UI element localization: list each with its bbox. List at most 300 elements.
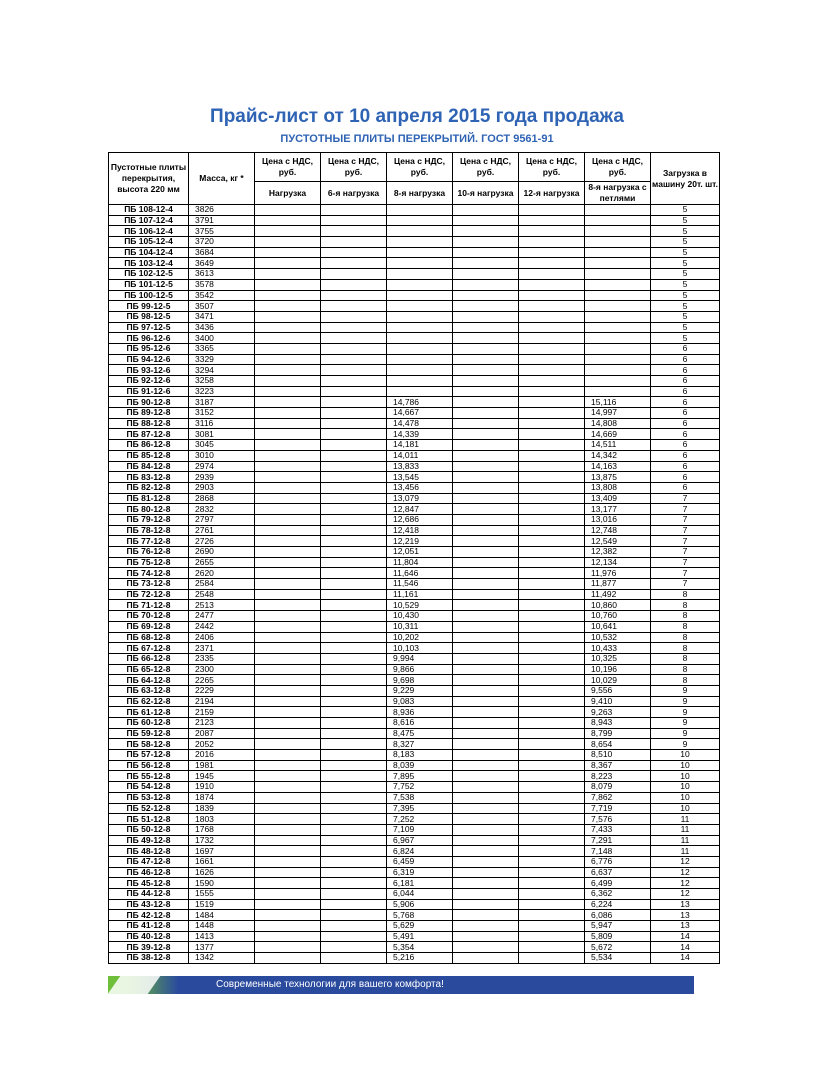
table-row: [109, 600, 720, 611]
mass-cell: 2016: [189, 750, 255, 761]
product-name-cell: ПБ 69-12-8: [109, 621, 189, 632]
price-load-6-cell: [321, 771, 387, 782]
mass-cell: 2939: [189, 472, 255, 483]
price-load-8-cell: 9,229: [387, 685, 453, 696]
truck-load-cell: 9: [651, 696, 720, 707]
price-load-cell: [255, 856, 321, 867]
price-load-12-cell: [519, 514, 585, 525]
product-name-cell: ПБ 54-12-8: [109, 782, 189, 793]
mass-cell: 3720: [189, 237, 255, 248]
price-load-12-cell: [519, 472, 585, 483]
price-load-12-cell: [519, 814, 585, 825]
price-load-6-cell: [321, 376, 387, 387]
header-truck: Загрузка в машину 20т. шт.: [651, 153, 720, 205]
product-name-cell: ПБ 57-12-8: [109, 750, 189, 761]
price-load-10-cell: [453, 664, 519, 675]
price-load-6-cell: [321, 418, 387, 429]
price-load-10-cell: [453, 365, 519, 376]
price-load-12-cell: [519, 205, 585, 216]
price-load-6-cell: [321, 653, 387, 664]
truck-load-cell: 11: [651, 835, 720, 846]
price-load-8-loops-cell: 13,875: [585, 472, 651, 483]
price-load-12-cell: [519, 760, 585, 771]
price-load-8-loops-cell: 6,776: [585, 856, 651, 867]
price-load-8-cell: 5,354: [387, 942, 453, 953]
price-load-8-loops-cell: [585, 376, 651, 387]
truck-load-cell: 10: [651, 803, 720, 814]
product-name-cell: ПБ 51-12-8: [109, 814, 189, 825]
price-load-10-cell: [453, 707, 519, 718]
price-load-6-cell: [321, 547, 387, 558]
price-load-12-cell: [519, 653, 585, 664]
price-load-6-cell: [321, 397, 387, 408]
product-name-cell: ПБ 68-12-8: [109, 632, 189, 643]
price-load-8-loops-cell: 12,134: [585, 557, 651, 568]
price-load-8-loops-cell: 12,549: [585, 536, 651, 547]
price-load-cell: [255, 279, 321, 290]
mass-cell: 2974: [189, 461, 255, 472]
price-load-8-cell: 12,418: [387, 525, 453, 536]
price-load-6-cell: [321, 269, 387, 280]
price-load-8-loops-cell: 11,877: [585, 579, 651, 590]
header-price-5: Цена с НДС, руб.: [519, 153, 585, 182]
table-row: [109, 440, 720, 451]
price-load-6-cell: [321, 237, 387, 248]
table-row: [109, 279, 720, 290]
mass-cell: 3542: [189, 290, 255, 301]
price-load-6-cell: [321, 429, 387, 440]
price-load-cell: [255, 269, 321, 280]
price-load-8-cell: 9,994: [387, 653, 453, 664]
price-load-12-cell: [519, 867, 585, 878]
price-load-cell: [255, 557, 321, 568]
product-name-cell: ПБ 102-12-5: [109, 269, 189, 280]
price-load-6-cell: [321, 493, 387, 504]
price-load-cell: [255, 322, 321, 333]
price-load-8-loops-cell: 7,719: [585, 803, 651, 814]
price-load-12-cell: [519, 461, 585, 472]
price-load-8-loops-cell: 13,177: [585, 504, 651, 515]
price-load-12-cell: [519, 418, 585, 429]
product-name-cell: ПБ 75-12-8: [109, 557, 189, 568]
price-load-cell: [255, 589, 321, 600]
price-load-8-cell: 11,546: [387, 579, 453, 590]
price-load-cell: [255, 258, 321, 269]
product-name-cell: ПБ 41-12-8: [109, 921, 189, 932]
mass-cell: 3010: [189, 450, 255, 461]
mass-cell: 3187: [189, 397, 255, 408]
price-load-8-loops-cell: 10,196: [585, 664, 651, 675]
price-load-6-cell: [321, 354, 387, 365]
table-row: [109, 290, 720, 301]
price-load-6-cell: [321, 846, 387, 857]
product-name-cell: ПБ 104-12-4: [109, 247, 189, 258]
truck-load-cell: 10: [651, 760, 720, 771]
mass-cell: 3755: [189, 226, 255, 237]
price-load-cell: [255, 782, 321, 793]
mass-cell: 3578: [189, 279, 255, 290]
price-load-cell: [255, 365, 321, 376]
price-load-10-cell: [453, 205, 519, 216]
truck-load-cell: 6: [651, 376, 720, 387]
price-load-8-cell: 7,895: [387, 771, 453, 782]
product-name-cell: ПБ 72-12-8: [109, 589, 189, 600]
table-row: [109, 792, 720, 803]
price-load-8-cell: 13,833: [387, 461, 453, 472]
price-load-8-cell: [387, 386, 453, 397]
price-load-8-cell: [387, 322, 453, 333]
price-load-10-cell: [453, 525, 519, 536]
price-load-8-loops-cell: [585, 322, 651, 333]
price-load-6-cell: [321, 611, 387, 622]
price-load-8-loops-cell: 10,532: [585, 632, 651, 643]
price-load-10-cell: [453, 675, 519, 686]
table-row: [109, 333, 720, 344]
product-name-cell: ПБ 73-12-8: [109, 579, 189, 590]
mass-cell: 2159: [189, 707, 255, 718]
price-load-8-loops-cell: [585, 354, 651, 365]
price-load-8-cell: 14,786: [387, 397, 453, 408]
price-load-cell: [255, 579, 321, 590]
price-load-10-cell: [453, 311, 519, 322]
price-load-8-cell: [387, 311, 453, 322]
header-price-2: Цена с НДС, руб.: [321, 153, 387, 182]
truck-load-cell: 6: [651, 418, 720, 429]
price-load-cell: [255, 493, 321, 504]
price-load-8-loops-cell: 6,362: [585, 889, 651, 900]
price-load-cell: [255, 728, 321, 739]
price-load-cell: [255, 611, 321, 622]
price-load-8-cell: 11,646: [387, 568, 453, 579]
truck-load-cell: 7: [651, 547, 720, 558]
table-row: [109, 942, 720, 953]
price-load-8-loops-cell: 8,223: [585, 771, 651, 782]
header-load-12: 12-я нагрузка: [519, 182, 585, 205]
price-load-10-cell: [453, 739, 519, 750]
price-load-8-loops-cell: [585, 226, 651, 237]
price-load-cell: [255, 429, 321, 440]
table-row: [109, 504, 720, 515]
price-load-10-cell: [453, 258, 519, 269]
mass-cell: 3294: [189, 365, 255, 376]
mass-cell: 2300: [189, 664, 255, 675]
table-row: [109, 643, 720, 654]
truck-load-cell: 12: [651, 867, 720, 878]
price-load-10-cell: [453, 493, 519, 504]
price-load-8-loops-cell: 8,654: [585, 739, 651, 750]
table-row: [109, 215, 720, 226]
price-load-10-cell: [453, 290, 519, 301]
truck-load-cell: 13: [651, 921, 720, 932]
table-row: [109, 921, 720, 932]
price-load-8-loops-cell: 7,862: [585, 792, 651, 803]
mass-cell: 3045: [189, 440, 255, 451]
price-load-cell: [255, 953, 321, 964]
product-name-cell: ПБ 62-12-8: [109, 696, 189, 707]
price-load-8-loops-cell: [585, 301, 651, 312]
price-load-6-cell: [321, 760, 387, 771]
table-row: [109, 258, 720, 269]
price-load-10-cell: [453, 782, 519, 793]
price-load-12-cell: [519, 707, 585, 718]
product-name-cell: ПБ 83-12-8: [109, 472, 189, 483]
price-load-8-cell: 14,478: [387, 418, 453, 429]
price-load-cell: [255, 910, 321, 921]
price-load-8-cell: 10,103: [387, 643, 453, 654]
price-load-8-cell: 6,181: [387, 878, 453, 889]
price-load-6-cell: [321, 685, 387, 696]
mass-cell: 3081: [189, 429, 255, 440]
price-load-12-cell: [519, 493, 585, 504]
table-row: [109, 536, 720, 547]
mass-cell: 2477: [189, 611, 255, 622]
price-load-cell: [255, 568, 321, 579]
product-name-cell: ПБ 64-12-8: [109, 675, 189, 686]
table-row: [109, 472, 720, 483]
price-load-8-loops-cell: 10,029: [585, 675, 651, 686]
price-load-8-loops-cell: 14,997: [585, 408, 651, 419]
table-row: [109, 354, 720, 365]
price-load-cell: [255, 675, 321, 686]
price-load-12-cell: [519, 621, 585, 632]
price-load-12-cell: [519, 899, 585, 910]
price-load-cell: [255, 301, 321, 312]
header-price-3: Цена с НДС, руб.: [387, 153, 453, 182]
price-load-12-cell: [519, 921, 585, 932]
product-name-cell: ПБ 87-12-8: [109, 429, 189, 440]
mass-cell: 3400: [189, 333, 255, 344]
mass-cell: 1342: [189, 953, 255, 964]
mass-cell: 2726: [189, 536, 255, 547]
price-load-6-cell: [321, 814, 387, 825]
table-row: [109, 953, 720, 964]
truck-load-cell: 8: [651, 643, 720, 654]
price-load-cell: [255, 504, 321, 515]
price-load-10-cell: [453, 237, 519, 248]
truck-load-cell: 6: [651, 450, 720, 461]
price-load-10-cell: [453, 942, 519, 953]
price-load-6-cell: [321, 664, 387, 675]
price-load-8-loops-cell: 6,499: [585, 878, 651, 889]
table-row: [109, 343, 720, 354]
price-load-6-cell: [321, 226, 387, 237]
truck-load-cell: 8: [651, 600, 720, 611]
price-load-6-cell: [321, 889, 387, 900]
truck-load-cell: 5: [651, 205, 720, 216]
price-load-6-cell: [321, 942, 387, 953]
price-load-12-cell: [519, 386, 585, 397]
price-load-8-loops-cell: 10,433: [585, 643, 651, 654]
table-row: [109, 856, 720, 867]
mass-cell: 3329: [189, 354, 255, 365]
product-name-cell: ПБ 55-12-8: [109, 771, 189, 782]
price-load-6-cell: [321, 739, 387, 750]
truck-load-cell: 8: [651, 664, 720, 675]
truck-load-cell: 14: [651, 942, 720, 953]
truck-load-cell: 10: [651, 771, 720, 782]
price-load-6-cell: [321, 867, 387, 878]
product-name-cell: ПБ 82-12-8: [109, 482, 189, 493]
price-load-8-loops-cell: [585, 311, 651, 322]
price-load-12-cell: [519, 889, 585, 900]
price-load-6-cell: [321, 728, 387, 739]
mass-cell: 1874: [189, 792, 255, 803]
price-load-8-loops-cell: 14,163: [585, 461, 651, 472]
product-name-cell: ПБ 103-12-4: [109, 258, 189, 269]
price-load-8-cell: 14,339: [387, 429, 453, 440]
product-name-cell: ПБ 91-12-6: [109, 386, 189, 397]
price-load-12-cell: [519, 718, 585, 729]
price-load-6-cell: [321, 696, 387, 707]
price-load-6-cell: [321, 504, 387, 515]
price-load-8-cell: 11,804: [387, 557, 453, 568]
price-load-8-cell: 7,538: [387, 792, 453, 803]
price-load-8-cell: 9,698: [387, 675, 453, 686]
price-load-6-cell: [321, 205, 387, 216]
price-load-6-cell: [321, 921, 387, 932]
price-load-8-cell: 5,629: [387, 921, 453, 932]
price-load-10-cell: [453, 632, 519, 643]
price-load-10-cell: [453, 429, 519, 440]
table-row: [109, 814, 720, 825]
truck-load-cell: 8: [651, 589, 720, 600]
price-load-cell: [255, 408, 321, 419]
price-load-8-cell: [387, 376, 453, 387]
price-load-8-loops-cell: 9,263: [585, 707, 651, 718]
truck-load-cell: 5: [651, 322, 720, 333]
price-load-cell: [255, 899, 321, 910]
price-load-8-loops-cell: 5,947: [585, 921, 651, 932]
price-load-10-cell: [453, 376, 519, 387]
table-row: [109, 867, 720, 878]
price-load-6-cell: [321, 482, 387, 493]
price-load-8-cell: 13,545: [387, 472, 453, 483]
mass-cell: 2052: [189, 739, 255, 750]
mass-cell: 1626: [189, 867, 255, 878]
product-name-cell: ПБ 93-12-6: [109, 365, 189, 376]
price-load-10-cell: [453, 835, 519, 846]
price-load-10-cell: [453, 322, 519, 333]
price-load-12-cell: [519, 547, 585, 558]
mass-cell: 2265: [189, 675, 255, 686]
price-load-12-cell: [519, 482, 585, 493]
mass-cell: 3471: [189, 311, 255, 322]
price-load-10-cell: [453, 514, 519, 525]
table-row: [109, 418, 720, 429]
price-load-10-cell: [453, 568, 519, 579]
price-load-10-cell: [453, 397, 519, 408]
price-load-8-cell: 11,161: [387, 589, 453, 600]
truck-load-cell: 7: [651, 525, 720, 536]
product-name-cell: ПБ 88-12-8: [109, 418, 189, 429]
price-load-12-cell: [519, 215, 585, 226]
product-name-cell: ПБ 43-12-8: [109, 899, 189, 910]
price-load-cell: [255, 482, 321, 493]
price-load-10-cell: [453, 910, 519, 921]
mass-cell: 2797: [189, 514, 255, 525]
table-row: [109, 750, 720, 761]
price-load-6-cell: [321, 247, 387, 258]
price-load-6-cell: [321, 461, 387, 472]
truck-load-cell: 8: [651, 611, 720, 622]
price-load-8-loops-cell: 11,492: [585, 589, 651, 600]
product-name-cell: ПБ 86-12-8: [109, 440, 189, 451]
price-load-6-cell: [321, 600, 387, 611]
price-load-12-cell: [519, 429, 585, 440]
price-load-8-cell: 8,475: [387, 728, 453, 739]
price-load-8-loops-cell: 7,576: [585, 814, 651, 825]
price-load-10-cell: [453, 461, 519, 472]
price-load-8-loops-cell: 12,382: [585, 547, 651, 558]
mass-cell: 3826: [189, 205, 255, 216]
price-load-8-loops-cell: 10,325: [585, 653, 651, 664]
price-load-8-cell: 9,083: [387, 696, 453, 707]
truck-load-cell: 6: [651, 354, 720, 365]
price-load-8-loops-cell: [585, 290, 651, 301]
truck-load-cell: 5: [651, 301, 720, 312]
truck-load-cell: 10: [651, 750, 720, 761]
mass-cell: 2868: [189, 493, 255, 504]
price-load-cell: [255, 237, 321, 248]
truck-load-cell: 8: [651, 653, 720, 664]
truck-load-cell: 8: [651, 621, 720, 632]
price-load-cell: [255, 814, 321, 825]
truck-load-cell: 6: [651, 386, 720, 397]
table-row: [109, 889, 720, 900]
page-title: Прайс-лист от 10 апреля 2015 года продажа: [210, 106, 624, 127]
product-name-cell: ПБ 60-12-8: [109, 718, 189, 729]
price-load-cell: [255, 643, 321, 654]
header-load: Нагрузка: [255, 182, 321, 205]
mass-cell: 1413: [189, 931, 255, 942]
price-load-12-cell: [519, 440, 585, 451]
price-load-10-cell: [453, 354, 519, 365]
price-load-12-cell: [519, 771, 585, 782]
table-row: [109, 376, 720, 387]
product-name-cell: ПБ 100-12-5: [109, 290, 189, 301]
truck-load-cell: 10: [651, 782, 720, 793]
product-name-cell: ПБ 84-12-8: [109, 461, 189, 472]
truck-load-cell: 11: [651, 846, 720, 857]
price-load-10-cell: [453, 579, 519, 590]
price-load-6-cell: [321, 557, 387, 568]
table-row: [109, 547, 720, 558]
price-load-8-cell: 10,202: [387, 632, 453, 643]
header-price-6: Цена с НДС, руб.: [585, 153, 651, 182]
mass-cell: 1981: [189, 760, 255, 771]
price-load-cell: [255, 771, 321, 782]
price-load-8-loops-cell: 8,510: [585, 750, 651, 761]
price-load-8-cell: 9,866: [387, 664, 453, 675]
price-load-8-loops-cell: 7,291: [585, 835, 651, 846]
price-load-12-cell: [519, 258, 585, 269]
table-row: [109, 878, 720, 889]
price-load-12-cell: [519, 782, 585, 793]
product-name-cell: ПБ 50-12-8: [109, 824, 189, 835]
table-row: [109, 760, 720, 771]
mass-cell: 3649: [189, 258, 255, 269]
table-row: [109, 311, 720, 322]
mass-cell: 2406: [189, 632, 255, 643]
product-name-cell: ПБ 80-12-8: [109, 504, 189, 515]
product-name-cell: ПБ 42-12-8: [109, 910, 189, 921]
table-row: [109, 632, 720, 643]
table-row: [109, 589, 720, 600]
mass-cell: 2655: [189, 557, 255, 568]
price-load-cell: [255, 921, 321, 932]
mass-cell: 3684: [189, 247, 255, 258]
price-load-12-cell: [519, 333, 585, 344]
